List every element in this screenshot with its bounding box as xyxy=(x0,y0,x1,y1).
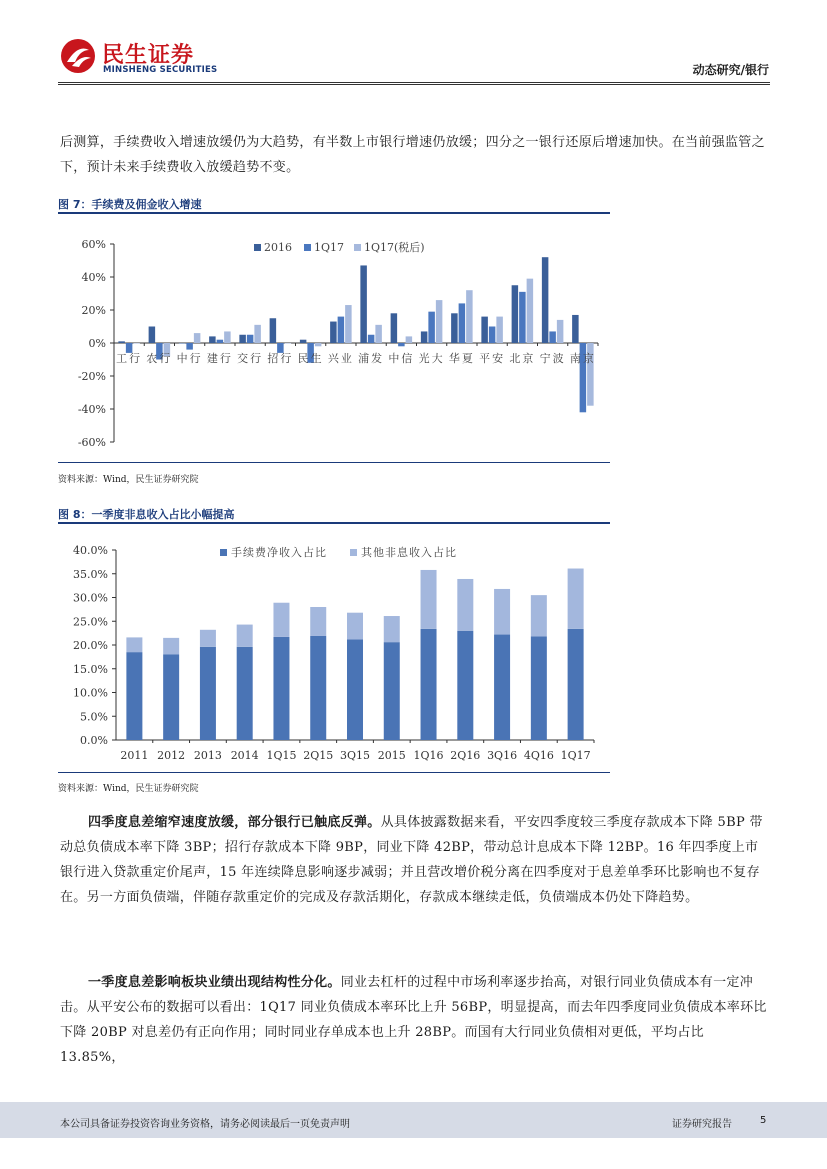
legend-label: 1Q17 xyxy=(314,241,345,254)
x-tick-label: 华夏 xyxy=(448,352,475,365)
bar-平安-1Q17(税后) xyxy=(496,317,503,343)
bar-北京-2016 xyxy=(512,285,519,343)
y-tick-label: 40% xyxy=(81,271,106,284)
bar-农行-2016 xyxy=(149,327,156,344)
x-tick-label: 中行 xyxy=(176,352,203,365)
bar-浦发-2016 xyxy=(360,265,367,343)
bar-中信-1Q17(税后) xyxy=(406,336,413,343)
header-divider xyxy=(58,82,770,83)
header-divider-secondary xyxy=(58,84,770,85)
x-tick-label: 中信 xyxy=(388,352,415,365)
legend-swatch xyxy=(350,549,357,556)
page-number: 5 xyxy=(760,1115,767,1126)
bar-中行-2016 xyxy=(179,343,186,344)
x-tick-label: 北京 xyxy=(509,352,536,365)
x-tick-label: 南京 xyxy=(569,352,596,365)
legend-label: 其他非息收入占比 xyxy=(361,546,457,559)
paragraph-3-lead: 一季度息差影响板块业绩出现结构性分化。 xyxy=(88,975,341,990)
bar-北京-1Q17 xyxy=(519,292,526,343)
figure-7-title: 图 7：手续费及佣金收入增速 xyxy=(58,198,202,211)
y-tick-label: 10.0% xyxy=(73,686,108,700)
report-section: 动态研究/银行 xyxy=(692,63,769,77)
bar-华夏-1Q17(税后) xyxy=(466,290,473,343)
bar-浦发-1Q17(税后) xyxy=(375,325,382,343)
intro-paragraph xyxy=(60,130,770,180)
brand-name-cn: 民生证券 xyxy=(102,43,195,68)
bar-光大-2016 xyxy=(421,331,428,343)
y-tick-label: 30.0% xyxy=(73,591,108,605)
x-tick-label: 浦发 xyxy=(358,352,385,365)
y-tick-label: 40.0% xyxy=(73,544,108,557)
y-tick-label: -40% xyxy=(77,403,106,416)
footer-report-type: 证券研究报告 xyxy=(672,1119,732,1130)
x-tick-label: 宁波 xyxy=(539,352,566,365)
x-tick-label: 3Q15 xyxy=(339,749,371,762)
bar-建行-2016 xyxy=(209,336,216,343)
x-tick-label: 2011 xyxy=(120,749,149,762)
bar-宁波-1Q17 xyxy=(549,331,556,343)
legend-label: 2016 xyxy=(264,241,292,254)
bar-交行-2016 xyxy=(239,335,246,343)
x-tick-label: 2014 xyxy=(230,749,259,762)
x-tick-label: 平安 xyxy=(479,352,506,365)
y-tick-label: 0% xyxy=(88,337,106,350)
brand-name-en: MINSHENG SECURITIES xyxy=(103,65,218,75)
x-tick-label: 工行 xyxy=(116,352,143,365)
figure-7-top-rule xyxy=(58,212,610,214)
bar-2013-手续费净收入占比 xyxy=(200,647,216,740)
bar-南京-2016 xyxy=(572,315,579,343)
bar-招行-1Q17(税后) xyxy=(285,343,292,344)
legend-swatch xyxy=(254,244,261,251)
legend-label: 1Q17(税后) xyxy=(364,241,425,254)
bar-浦发-1Q17 xyxy=(368,335,375,343)
bar-1Q15-手续费净收入占比 xyxy=(273,637,289,740)
bar-2014-其他非息收入占比 xyxy=(237,625,253,647)
bar-1Q16-手续费净收入占比 xyxy=(421,629,437,740)
fee-income-growth-chart xyxy=(58,216,618,460)
x-tick-label: 2015 xyxy=(377,749,406,762)
x-tick-label: 建行 xyxy=(206,352,233,365)
bar-招行-2016 xyxy=(270,318,277,343)
non-interest-income-share-chart xyxy=(58,526,618,770)
bar-2015-其他非息收入占比 xyxy=(384,616,400,642)
bar-2012-其他非息收入占比 xyxy=(163,638,179,655)
x-tick-label: 2012 xyxy=(157,749,186,762)
y-tick-label: -60% xyxy=(77,436,106,449)
x-tick-label: 1Q17 xyxy=(560,749,591,762)
bar-兴业-1Q17(税后) xyxy=(345,305,352,343)
footer-disclaimer: 本公司具备证券投资咨询业务资格，请务必阅读最后一页免责声明 xyxy=(60,1119,350,1130)
bar-建行-1Q17 xyxy=(217,340,224,343)
bar-1Q17-手续费净收入占比 xyxy=(568,629,584,740)
bar-民生-2016 xyxy=(300,340,307,343)
bar-2015-手续费净收入占比 xyxy=(384,642,400,740)
y-tick-label: 15.0% xyxy=(73,662,108,676)
y-tick-label: 60% xyxy=(81,238,106,251)
bar-2Q15-其他非息收入占比 xyxy=(310,607,326,636)
bar-中信-1Q17 xyxy=(398,343,405,346)
bar-2011-其他非息收入占比 xyxy=(126,637,142,652)
y-tick-label: -20% xyxy=(77,370,106,383)
bar-光大-1Q17(税后) xyxy=(436,300,443,343)
bar-光大-1Q17 xyxy=(428,312,435,343)
bar-北京-1Q17(税后) xyxy=(527,279,534,343)
x-tick-label: 3Q16 xyxy=(487,749,518,762)
bar-3Q16-其他非息收入占比 xyxy=(494,589,510,635)
bar-3Q15-其他非息收入占比 xyxy=(347,613,363,640)
figure-7-source: 资料来源：Wind，民生证券研究院 xyxy=(58,475,199,485)
y-tick-label: 20% xyxy=(81,304,106,317)
figure-8-top-rule xyxy=(58,522,610,524)
bar-3Q15-手续费净收入占比 xyxy=(347,639,363,740)
figure-8-bottom-rule xyxy=(58,772,610,773)
intro-text: 后测算，手续费收入增速放缓仍为大趋势，有半数上市银行增速仍放缓；四分之一银行还原后增速加快。在当前强监管之下，预计未来手续费收入放缓趋势不变。 xyxy=(60,135,765,175)
bar-2011-手续费净收入占比 xyxy=(126,652,142,740)
bar-中行-1Q17(税后) xyxy=(194,333,201,343)
bar-平安-1Q17 xyxy=(489,327,496,344)
bar-建行-1Q17(税后) xyxy=(224,331,231,343)
bar-民生-1Q17(税后) xyxy=(315,343,322,346)
figure-7-bottom-rule xyxy=(58,462,610,463)
net-interest-margin-paragraph xyxy=(60,810,770,910)
x-tick-label: 2013 xyxy=(193,749,222,762)
x-tick-label: 1Q16 xyxy=(413,749,444,762)
y-tick-label: 0.0% xyxy=(80,734,108,747)
bar-交行-1Q17(税后) xyxy=(254,325,261,343)
bar-华夏-1Q17 xyxy=(459,303,466,343)
bar-2014-手续费净收入占比 xyxy=(237,647,253,740)
x-tick-label: 1Q15 xyxy=(266,749,297,762)
bar-平安-2016 xyxy=(481,317,488,343)
bar-2013-其他非息收入占比 xyxy=(200,630,216,647)
y-tick-label: 35.0% xyxy=(73,567,108,581)
bar-4Q16-其他非息收入占比 xyxy=(531,595,547,636)
bar-中行-1Q17 xyxy=(186,343,193,350)
y-tick-label: 5.0% xyxy=(80,710,108,724)
bar-2Q16-手续费净收入占比 xyxy=(457,631,473,740)
bar-2012-手续费净收入占比 xyxy=(163,655,179,741)
bar-中信-2016 xyxy=(391,313,398,343)
figure-8-title: 图 8：一季度非息收入占比小幅提高 xyxy=(58,508,235,521)
legend-swatch xyxy=(220,549,227,556)
bar-1Q16-其他非息收入占比 xyxy=(421,570,437,629)
bar-2Q15-手续费净收入占比 xyxy=(310,636,326,740)
paragraph-3-text: 同业去杠杆的过程中市场利率逐步抬高，对银行同业负债成本有一定冲击。从平安公布的数据可以看出：1Q17 同业负债成本率环比上升 56BP，明显提高，而去年四季度同业负债成本率环比下降 20BP 对息差仍有正向作用；同时同业存单成本也上升 28BP。而国有大行同业负债相对更低，平均占比 13.85%， xyxy=(60,975,767,1065)
bar-工行-2016 xyxy=(118,341,125,343)
bar-1Q17-其他非息收入占比 xyxy=(568,569,584,629)
x-tick-label: 兴业 xyxy=(327,352,354,365)
paragraph-2-text: 从具体披露数据来看，平安四季度较三季度存款成本下降 5BP 带动总负债成本率下降 3BP；招行存款成本下降 9BP，同业下降 42BP，带动总计息成本下降 12BP。16 年四季度上市银行进入贷款重定价尾声，15 年连续降息影响逐步减弱；并且营改增价税分离在四季度对于息差单季环比影响也不复存在。另一方面负债端，伴随存款重定价的完成及存款活期化，存款成本继续走低，负债端成本仍处下降趋势。 xyxy=(60,815,763,905)
legend-swatch xyxy=(354,244,361,251)
y-tick-label: 20.0% xyxy=(73,639,108,652)
bar-宁波-2016 xyxy=(542,257,549,343)
bar-1Q15-其他非息收入占比 xyxy=(273,603,289,637)
x-tick-label: 2Q15 xyxy=(303,749,334,762)
bar-交行-1Q17 xyxy=(247,335,254,343)
bar-工行-1Q17(税后) xyxy=(133,343,140,344)
paragraph-2-lead: 四季度息差缩窄速度放缓，部分银行已触底反弹。 xyxy=(88,815,381,830)
brand-logo-icon xyxy=(58,38,98,74)
bar-兴业-2016 xyxy=(330,322,337,343)
legend-swatch xyxy=(304,244,311,251)
interbank-cost-paragraph xyxy=(60,970,770,1070)
figure-8-source: 资料来源：Wind，民生证券研究院 xyxy=(58,784,199,794)
bar-兴业-1Q17 xyxy=(338,317,345,343)
x-tick-label: 交行 xyxy=(237,352,264,365)
bar-宁波-1Q17(税后) xyxy=(557,320,564,343)
x-tick-label: 光大 xyxy=(418,352,445,365)
bar-3Q16-手续费净收入占比 xyxy=(494,635,510,740)
x-tick-label: 民生 xyxy=(297,352,324,365)
x-tick-label: 4Q16 xyxy=(523,749,554,762)
bar-华夏-2016 xyxy=(451,313,458,343)
x-tick-label: 农行 xyxy=(146,352,173,365)
x-tick-label: 2Q16 xyxy=(450,749,481,762)
bar-2Q16-其他非息收入占比 xyxy=(457,579,473,631)
y-tick-label: 25.0% xyxy=(73,615,108,629)
x-tick-label: 招行 xyxy=(267,352,294,365)
bar-4Q16-手续费净收入占比 xyxy=(531,636,547,740)
legend-label: 手续费净收入占比 xyxy=(231,546,327,559)
